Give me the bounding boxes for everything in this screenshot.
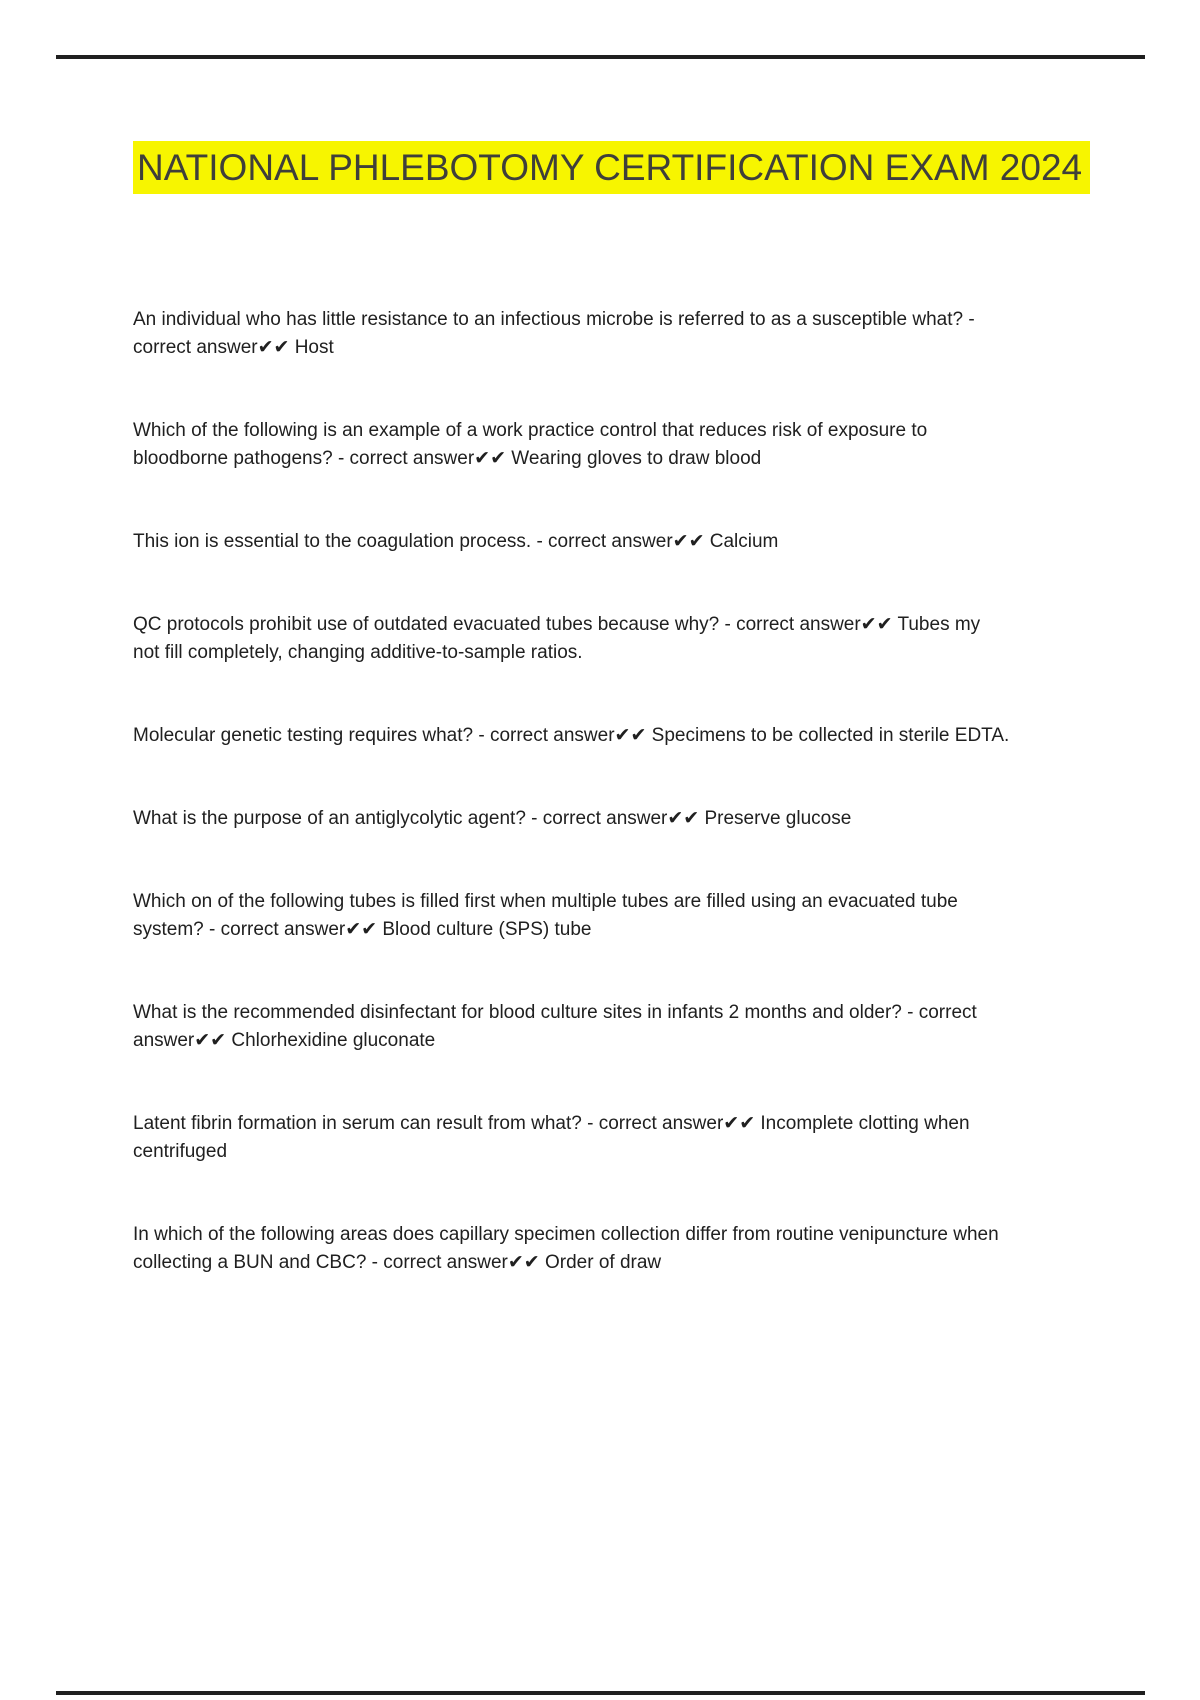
qa-paragraph <box>133 306 1143 362</box>
qa-paragraph <box>133 528 1143 556</box>
qa-line: Which on of the following tubes is filled first when multiple tubes are filled using an evacuated tube <box>133 891 958 912</box>
qa-line: not fill completely, changing additive-to-sample ratios. <box>133 642 583 663</box>
qa-line: An individual who has little resistance to an infectious microbe is referred to as a susceptible what? - <box>133 309 975 330</box>
qa-line: Latent fibrin formation in serum can result from what? - correct answer✔✔ Incomplete clotting when <box>133 1113 970 1134</box>
qa-paragraph <box>133 1221 1143 1277</box>
qa-line: In which of the following areas does capillary specimen collection differ from routine venipuncture when <box>133 1224 999 1245</box>
page-title-highlight: NATIONAL PHLEBOTOMY CERTIFICATION EXAM 2024 <box>133 141 1090 194</box>
qa-paragraph <box>133 722 1143 750</box>
qa-line: QC protocols prohibit use of outdated evacuated tubes because why? - correct answer✔✔ Tubes my <box>133 614 981 635</box>
qa-paragraph <box>133 417 1143 473</box>
qa-line: bloodborne pathogens? - correct answer✔✔ Wearing gloves to draw blood <box>133 448 762 469</box>
qa-paragraph <box>133 805 1143 833</box>
page-title <box>133 141 1090 194</box>
qa-line: Molecular genetic testing requires what? - correct answer✔✔ Specimens to be collected in sterile EDTA. <box>133 725 1010 746</box>
qa-line: correct answer✔✔ Host <box>133 337 334 358</box>
qa-line: system? - correct answer✔✔ Blood culture (SPS) tube <box>133 919 592 940</box>
qa-line: What is the recommended disinfectant for blood culture sites in infants 2 months and older? - correct <box>133 1002 977 1023</box>
bottom-rule <box>56 1691 1145 1695</box>
qa-line: This ion is essential to the coagulation process. - correct answer✔✔ Calcium <box>133 531 779 552</box>
qa-list <box>133 306 1143 1332</box>
qa-paragraph <box>133 611 1143 667</box>
qa-line: answer✔✔ Chlorhexidine gluconate <box>133 1030 436 1051</box>
qa-line: centrifuged <box>133 1141 228 1162</box>
qa-line: Which of the following is an example of a work practice control that reduces risk of exposure to <box>133 420 928 441</box>
qa-line: What is the purpose of an antiglycolytic agent? - correct answer✔✔ Preserve glucose <box>133 808 852 829</box>
qa-line: collecting a BUN and CBC? - correct answer✔✔ Order of draw <box>133 1252 662 1273</box>
qa-paragraph <box>133 1110 1143 1166</box>
top-rule <box>56 55 1145 59</box>
qa-paragraph <box>133 888 1143 944</box>
qa-paragraph <box>133 999 1143 1055</box>
